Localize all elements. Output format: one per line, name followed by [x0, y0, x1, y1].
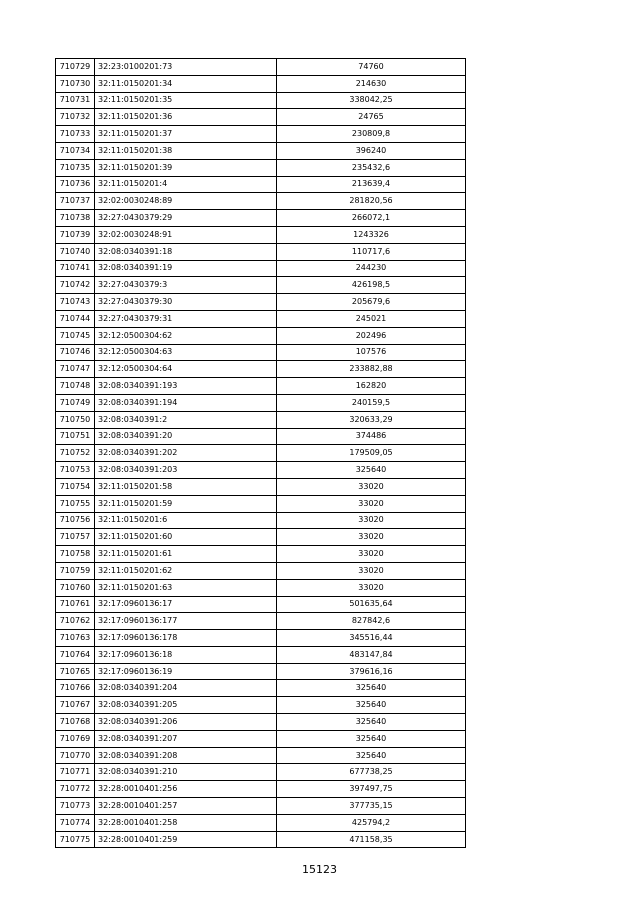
row-number-cell: 710749 [56, 394, 95, 411]
cadastral-number-cell: 32:08:0340391:19 [95, 260, 277, 277]
value-cell: 377735,15 [277, 798, 466, 815]
value-cell: 202496 [277, 327, 466, 344]
cadastral-number-cell: 32:11:0150201:36 [95, 109, 277, 126]
row-number-cell: 710733 [56, 126, 95, 143]
table-row [56, 596, 466, 613]
cadastral-number-cell: 32:11:0150201:35 [95, 92, 277, 109]
cadastral-number-cell: 32:27:0430379:31 [95, 310, 277, 327]
row-number-cell: 710751 [56, 428, 95, 445]
value-cell: 320633,29 [277, 411, 466, 428]
cadastral-number-cell: 32:17:0960136:177 [95, 613, 277, 630]
row-number-cell: 710750 [56, 411, 95, 428]
table-row [56, 226, 466, 243]
cadastral-number-cell: 32:17:0960136:18 [95, 646, 277, 663]
cadastral-number-cell: 32:11:0150201:60 [95, 529, 277, 546]
row-number-cell: 710755 [56, 495, 95, 512]
table-row [56, 109, 466, 126]
table-row [56, 126, 466, 143]
cadastral-number-cell: 32:17:0960136:178 [95, 630, 277, 647]
table-row [56, 546, 466, 563]
cadastral-number-cell: 32:11:0150201:61 [95, 546, 277, 563]
cadastral-number-cell: 32:11:0150201:62 [95, 562, 277, 579]
table-row [56, 445, 466, 462]
value-cell: 33020 [277, 579, 466, 596]
cadastral-number-cell: 32:08:0340391:203 [95, 462, 277, 479]
table-row [56, 428, 466, 445]
value-cell: 397497,75 [277, 781, 466, 798]
cadastral-number-cell: 32:11:0150201:34 [95, 75, 277, 92]
table-row [56, 764, 466, 781]
cadastral-number-cell: 32:02:0030248:91 [95, 226, 277, 243]
value-cell: 325640 [277, 730, 466, 747]
value-cell: 266072,1 [277, 210, 466, 227]
table-row [56, 747, 466, 764]
table-row [56, 814, 466, 831]
table-row [56, 361, 466, 378]
row-number-cell: 710753 [56, 462, 95, 479]
table-row [56, 310, 466, 327]
value-cell: 33020 [277, 478, 466, 495]
table-row [56, 714, 466, 731]
cadastral-number-cell: 32:27:0430379:30 [95, 294, 277, 311]
cadastral-number-cell: 32:23:0100201:73 [95, 59, 277, 76]
value-cell: 233882,88 [277, 361, 466, 378]
table-row [56, 344, 466, 361]
cadastral-number-cell: 32:27:0430379:29 [95, 210, 277, 227]
value-cell: 677738,25 [277, 764, 466, 781]
row-number-cell: 710760 [56, 579, 95, 596]
row-number-cell: 710739 [56, 226, 95, 243]
cadastral-number-cell: 32:11:0150201:63 [95, 579, 277, 596]
value-cell: 230809,8 [277, 126, 466, 143]
row-number-cell: 710772 [56, 781, 95, 798]
cadastral-number-cell: 32:08:0340391:194 [95, 394, 277, 411]
row-number-cell: 710745 [56, 327, 95, 344]
cadastral-number-cell: 32:08:0340391:202 [95, 445, 277, 462]
cadastral-number-cell: 32:08:0340391:2 [95, 411, 277, 428]
value-cell: 24765 [277, 109, 466, 126]
row-number-cell: 710775 [56, 831, 95, 848]
row-number-cell: 710747 [56, 361, 95, 378]
value-cell: 1243326 [277, 226, 466, 243]
cadastral-number-cell: 32:08:0340391:204 [95, 680, 277, 697]
value-cell: 179509,05 [277, 445, 466, 462]
row-number-cell: 710741 [56, 260, 95, 277]
cadastral-number-cell: 32:12:0500304:64 [95, 361, 277, 378]
cadastral-number-cell: 32:28:0010401:256 [95, 781, 277, 798]
cadastral-number-cell: 32:11:0150201:58 [95, 478, 277, 495]
cadastral-number-cell: 32:08:0340391:208 [95, 747, 277, 764]
value-cell: 325640 [277, 462, 466, 479]
cadastral-number-cell: 32:12:0500304:63 [95, 344, 277, 361]
table-row [56, 159, 466, 176]
table-row [56, 394, 466, 411]
table-row [56, 512, 466, 529]
row-number-cell: 710734 [56, 142, 95, 159]
row-number-cell: 710762 [56, 613, 95, 630]
cadastral-number-cell: 32:08:0340391:206 [95, 714, 277, 731]
cadastral-number-cell: 32:08:0340391:210 [95, 764, 277, 781]
value-cell: 827842,6 [277, 613, 466, 630]
value-cell: 107576 [277, 344, 466, 361]
cadastral-number-cell: 32:28:0010401:259 [95, 831, 277, 848]
row-number-cell: 710769 [56, 730, 95, 747]
row-number-cell: 710752 [56, 445, 95, 462]
value-cell: 374486 [277, 428, 466, 445]
value-cell: 33020 [277, 512, 466, 529]
value-cell: 240159,5 [277, 394, 466, 411]
table-row [56, 142, 466, 159]
row-number-cell: 710731 [56, 92, 95, 109]
cadastral-number-cell: 32:08:0340391:207 [95, 730, 277, 747]
cadastral-number-cell: 32:08:0340391:193 [95, 378, 277, 395]
row-number-cell: 710761 [56, 596, 95, 613]
value-cell: 501635,64 [277, 596, 466, 613]
cadastral-number-cell: 32:08:0340391:205 [95, 697, 277, 714]
row-number-cell: 710743 [56, 294, 95, 311]
value-cell: 345516,44 [277, 630, 466, 647]
table-row [56, 277, 466, 294]
cadastral-number-cell: 32:02:0030248:89 [95, 193, 277, 210]
row-number-cell: 710766 [56, 680, 95, 697]
table-row [56, 478, 466, 495]
table-row [56, 630, 466, 647]
table-row [56, 193, 466, 210]
table-body [56, 59, 466, 848]
cadastral-number-cell: 32:11:0150201:59 [95, 495, 277, 512]
cadastral-number-cell: 32:11:0150201:4 [95, 176, 277, 193]
value-cell: 213639,4 [277, 176, 466, 193]
value-cell: 33020 [277, 529, 466, 546]
value-cell: 483147,84 [277, 646, 466, 663]
table-row [56, 579, 466, 596]
table-row [56, 327, 466, 344]
row-number-cell: 710742 [56, 277, 95, 294]
row-number-cell: 710771 [56, 764, 95, 781]
cadastral-number-cell: 32:11:0150201:37 [95, 126, 277, 143]
table-row [56, 378, 466, 395]
table-row [56, 730, 466, 747]
table-row [56, 831, 466, 848]
table-row [56, 663, 466, 680]
value-cell: 281820,56 [277, 193, 466, 210]
cadastral-value-table [55, 58, 466, 848]
row-number-cell: 710730 [56, 75, 95, 92]
cadastral-number-cell: 32:11:0150201:38 [95, 142, 277, 159]
value-cell: 325640 [277, 697, 466, 714]
table-row [56, 697, 466, 714]
value-cell: 396240 [277, 142, 466, 159]
value-cell: 379616,16 [277, 663, 466, 680]
row-number-cell: 710774 [56, 814, 95, 831]
table-row [56, 411, 466, 428]
cadastral-number-cell: 32:17:0960136:19 [95, 663, 277, 680]
cadastral-number-cell: 32:11:0150201:6 [95, 512, 277, 529]
table-row [56, 495, 466, 512]
table-row [56, 781, 466, 798]
table-row [56, 75, 466, 92]
row-number-cell: 710770 [56, 747, 95, 764]
value-cell: 33020 [277, 562, 466, 579]
cadastral-number-cell: 32:11:0150201:39 [95, 159, 277, 176]
row-number-cell: 710732 [56, 109, 95, 126]
value-cell: 205679,6 [277, 294, 466, 311]
cadastral-number-cell: 32:08:0340391:20 [95, 428, 277, 445]
row-number-cell: 710759 [56, 562, 95, 579]
row-number-cell: 710765 [56, 663, 95, 680]
row-number-cell: 710757 [56, 529, 95, 546]
row-number-cell: 710767 [56, 697, 95, 714]
table-row [56, 260, 466, 277]
value-cell: 33020 [277, 495, 466, 512]
cadastral-number-cell: 32:27:0430379:3 [95, 277, 277, 294]
cadastral-number-cell: 32:17:0960136:17 [95, 596, 277, 613]
row-number-cell: 710735 [56, 159, 95, 176]
row-number-cell: 710763 [56, 630, 95, 647]
value-cell: 471158,35 [277, 831, 466, 848]
table-row [56, 92, 466, 109]
value-cell: 338042,25 [277, 92, 466, 109]
table-row [56, 243, 466, 260]
row-number-cell: 710768 [56, 714, 95, 731]
row-number-cell: 710773 [56, 798, 95, 815]
table-row [56, 210, 466, 227]
cadastral-number-cell: 32:28:0010401:258 [95, 814, 277, 831]
row-number-cell: 710746 [56, 344, 95, 361]
value-cell: 33020 [277, 546, 466, 563]
row-number-cell: 710737 [56, 193, 95, 210]
row-number-cell: 710738 [56, 210, 95, 227]
row-number-cell: 710748 [56, 378, 95, 395]
row-number-cell: 710744 [56, 310, 95, 327]
table-row [56, 613, 466, 630]
table-row [56, 462, 466, 479]
value-cell: 426198,5 [277, 277, 466, 294]
value-cell: 214630 [277, 75, 466, 92]
table-row [56, 798, 466, 815]
value-cell: 235432,6 [277, 159, 466, 176]
value-cell: 162820 [277, 378, 466, 395]
value-cell: 325640 [277, 714, 466, 731]
table-row [56, 680, 466, 697]
row-number-cell: 710736 [56, 176, 95, 193]
row-number-cell: 710740 [56, 243, 95, 260]
table-row [56, 646, 466, 663]
value-cell: 425794,2 [277, 814, 466, 831]
value-cell: 244230 [277, 260, 466, 277]
row-number-cell: 710758 [56, 546, 95, 563]
table-row [56, 59, 466, 76]
row-number-cell: 710729 [56, 59, 95, 76]
row-number-cell: 710756 [56, 512, 95, 529]
table-row [56, 562, 466, 579]
row-number-cell: 710764 [56, 646, 95, 663]
value-cell: 110717,6 [277, 243, 466, 260]
value-cell: 245021 [277, 310, 466, 327]
cadastral-number-cell: 32:28:0010401:257 [95, 798, 277, 815]
cadastral-number-cell: 32:08:0340391:18 [95, 243, 277, 260]
cadastral-number-cell: 32:12:0500304:62 [95, 327, 277, 344]
table-row [56, 294, 466, 311]
value-cell: 74760 [277, 59, 466, 76]
row-number-cell: 710754 [56, 478, 95, 495]
table-row [56, 176, 466, 193]
value-cell: 325640 [277, 680, 466, 697]
page-number: 15123 [302, 863, 337, 876]
value-cell: 325640 [277, 747, 466, 764]
table-row [56, 529, 466, 546]
